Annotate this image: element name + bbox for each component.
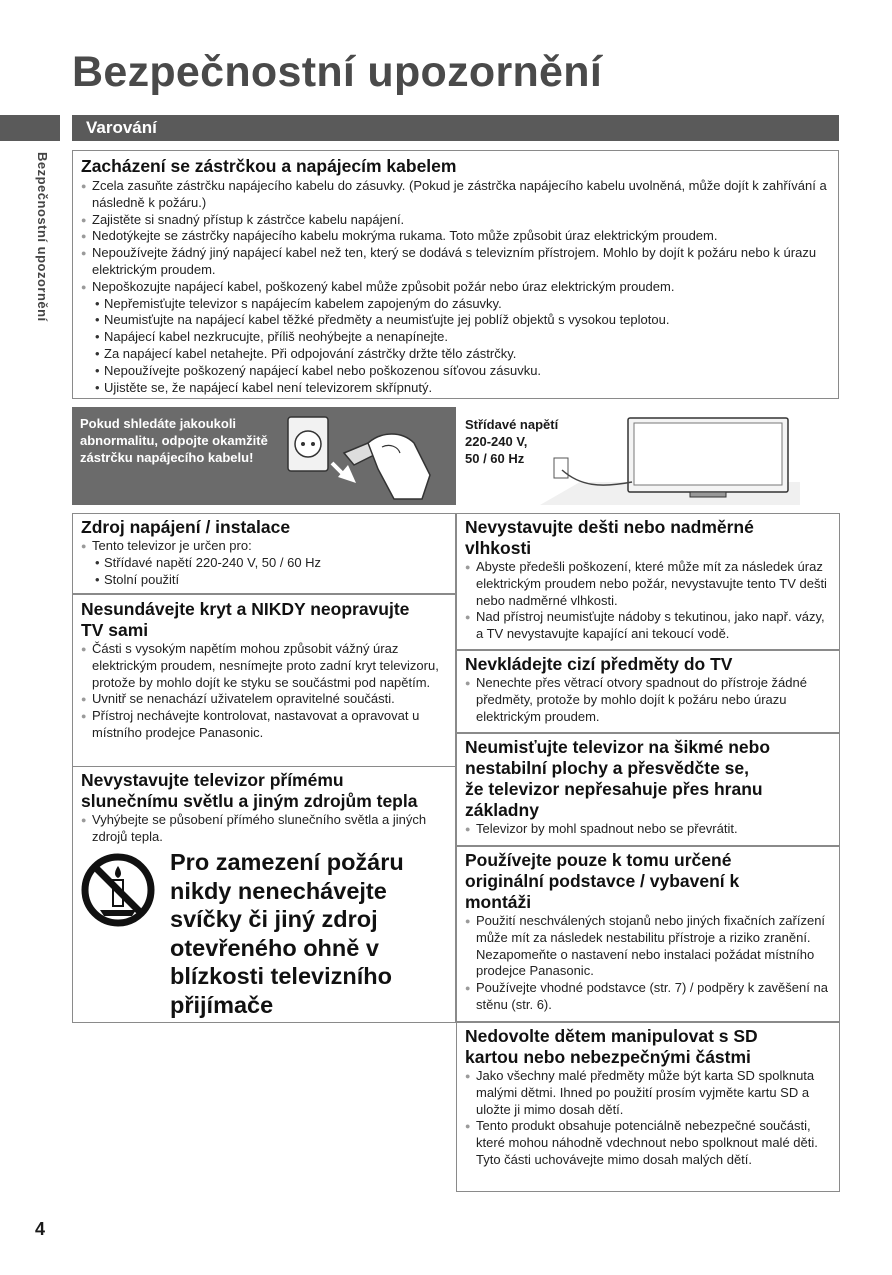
page-number: 4 <box>35 1219 46 1239</box>
list-item: ● Používejte vhodné podstavce (str. 7) / podpěry k zavěšení na stěnu (str. 6). <box>465 980 831 1014</box>
slope-heading: Neumisťujte televizor na šikmé nebo nestabilní plochy a přesvědčte se, že televizor nepřesahuje přes hranu základny <box>465 737 771 820</box>
sub-list-item: • Střídavé napětí 220-240 V, 50 / 60 Hz <box>81 555 447 572</box>
side-tab-marker <box>0 115 60 141</box>
plug-section <box>72 150 839 399</box>
list-item: ● Nad přístroj neumisťujte nádoby s tekutinou, jako např. vázy, a TV nevystavujte kapající ani tekoucí vodě. <box>465 609 831 643</box>
sub-list-item: • Za napájecí kabel netahejte. Při odpojování zástrčky držte tělo zástrčky. <box>81 346 830 363</box>
side-label: Bezpečnostní upozornění <box>35 152 50 322</box>
unplug-illustration <box>282 413 452 501</box>
list-item: ● Tento produkt obsahuje potenciálně nebezpečné součásti, které mohou náhodně vdechnout nebo spolknout malé děti. Tyto části uchovávejte mimo dosah malých dětí. <box>465 1118 831 1168</box>
rain-heading: Nevystavujte dešti nebo nadměrné vlhkosti <box>465 517 754 558</box>
power-heading: Zdroj napájení / instalace <box>81 517 291 537</box>
ac-voltage-label: Střídavé napětí 220-240 V, 50 / 60 Hz <box>465 417 559 466</box>
plug-heading: Zacházení se zástrčkou a napájecím kabelem <box>81 156 457 176</box>
sub-list-item: • Ujistěte se, že napájecí kabel není televizorem skřípnutý. <box>81 380 830 397</box>
list-item: ● Abyste předešli poškození, které může mít za následek úraz elektrickým proudem nebo požár, nevystavujte tento TV dešti nebo nadměrné vlhkosti. <box>465 559 831 609</box>
sub-list-item: • Nepoužívejte poškozený napájecí kabel nebo poškozenou síťovou zásuvku. <box>81 363 830 380</box>
list-item: ● Jako všechny malé předměty může být karta SD spolknuta malými dětmi. Ihned po použití prosím vyjměte kartu SD a uložte ji mimo dosah dětí. <box>465 1068 831 1118</box>
cover-heading: Nesundávejte kryt a NIKDY neopravujte TV sami <box>81 599 410 640</box>
stand-section <box>456 846 840 1022</box>
rain-section <box>456 513 840 650</box>
list-item: ● Nenechte přes větrací otvory spadnout do přístroje žádné předměty, protože by mohlo dojít k požáru nebo úrazu elektrickým proudem. <box>465 675 831 725</box>
abnormality-text: Pokud shledáte jakoukoli abnormalitu, odpojte okamžitě zástrčku napájecího kabelu! <box>80 416 268 465</box>
list-item: ● Tento televizor je určen pro: <box>81 538 447 555</box>
sub-list-item: • Stolní použití <box>81 572 447 589</box>
children-heading: Nedovolte dětem manipulovat s SD kartou nebo nebezpečnými částmi <box>465 1026 758 1067</box>
list-item: ● Uvnitř se nenachází uživatelem opravitelné součásti. <box>81 691 447 708</box>
no-open-flame-icon <box>80 852 156 928</box>
list-item: ● Části s vysokým napětím mohou způsobit vážný úraz elektrickým proudem, nesnímejte proto zadní kryt televizoru, protože by mohlo dojít ke styku se součástmi pod napětím. <box>81 641 447 691</box>
page-title: Bezpečnostní upozornění <box>72 48 603 96</box>
power-section <box>72 513 456 594</box>
list-item: ● Nedotýkejte se zástrčky napájecího kabelu mokrýma rukama. Toto může způsobit úraz elektrickým proudem. <box>81 228 830 245</box>
abnormality-panel <box>72 407 456 505</box>
sub-list-item: • Neumisťujte na napájecí kabel těžké předměty a neumisťujte jej poblíž objektů s vysokou teplotou. <box>81 312 830 329</box>
slope-section <box>456 733 840 846</box>
list-item: ● Zajistěte si snadný přístup k zástrčce kabelu napájení. <box>81 212 830 229</box>
list-item: ● Nepoužívejte žádný jiný napájecí kabel než ten, který se dodává s televizním přístrojem. Mohlo by dojít k požáru nebo k úrazu elektrickým proudem. <box>81 245 830 279</box>
foreign-objects-heading: Nevkládejte cizí předměty do TV <box>465 654 733 674</box>
tv-illustration <box>540 410 800 508</box>
warning-header: Varování <box>72 115 839 141</box>
sun-heading: Nevystavujte televizor přímému slunečnímu světlu a jiným zdrojům tepla <box>81 770 418 811</box>
sub-list-item: • Napájecí kabel nezkrucujte, příliš neohýbejte a nenapínejte. <box>81 329 830 346</box>
fire-warning-text: Pro zamezení požáru nikdy nenechávejte svíčky či jiný zdroj otevřeného ohně v blízkosti televizního přijímače <box>170 849 404 1018</box>
children-section <box>456 1022 840 1192</box>
stand-heading: Používejte pouze k tomu určené originální podstavce / vybavení k montáži <box>465 850 740 912</box>
cover-section <box>72 594 456 767</box>
foreign-objects-section <box>456 650 840 733</box>
list-item: ● Nepoškozujte napájecí kabel, poškozený kabel může způsobit požár nebo úraz elektrickým proudem. <box>81 279 830 296</box>
list-item: ● Vyhýbejte se působení přímého slunečního světla a jiných zdrojů tepla. <box>81 812 447 846</box>
sub-list-item: • Nepřemisťujte televizor s napájecím kabelem zapojeným do zásuvky. <box>81 296 830 313</box>
list-item: ● Televizor by mohl spadnout nebo se převrátit. <box>465 821 831 838</box>
list-item: ● Použití neschválených stojanů nebo jiných fixačních zařízení může mít za následek nestabilitu přístroje a riziko zranění. Nezapomeňte o nastavení nebo instalaci požádat místního prodejce Panasonic. <box>465 913 831 980</box>
list-item: ● Přístroj nechávejte kontrolovat, nastavovat a opravovat u místního prodejce Panasonic. <box>81 708 447 742</box>
list-item: ● Zcela zasuňte zástrčku napájecího kabelu do zásuvky. (Pokud je zástrčka napájecího kabelu uvolněná, může dojít k zahřívání a následně k požáru.) <box>81 178 830 212</box>
